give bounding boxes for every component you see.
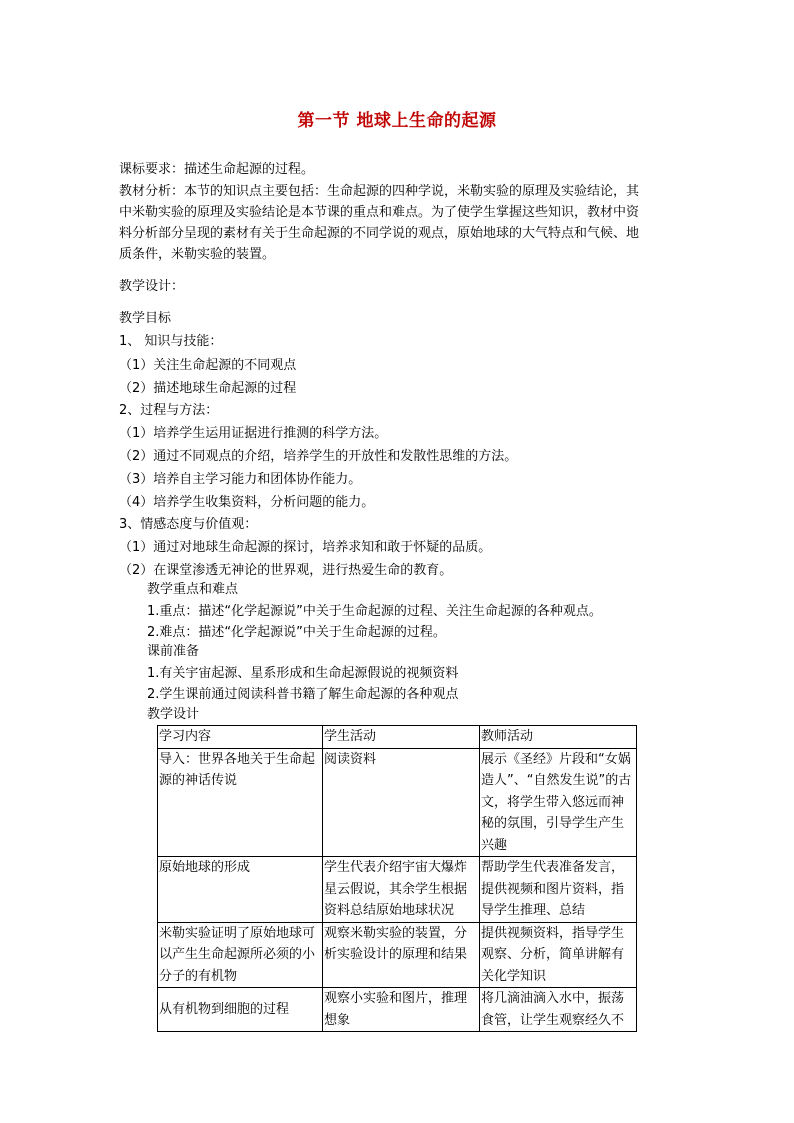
goal-item: （3）培养自主学习能力和团体协作能力。 bbox=[119, 472, 362, 487]
page-title: 第一节 地球上生命的起源 bbox=[297, 111, 497, 131]
goal-item: （1）通过对地球生命起源的探讨，培养求知和敢于怀疑的品质。 bbox=[119, 540, 492, 555]
table-cell: 从有机物到细胞的过程 bbox=[158, 988, 323, 1032]
prep-item: 2.学生课前通过阅读科普书籍了解生命起源的各种观点 bbox=[147, 687, 459, 702]
goal-item: （1）关注生命起源的不同观点 bbox=[119, 358, 297, 373]
table-row bbox=[158, 748, 637, 857]
material-analysis-line: 质条件，米勒实验的装置。 bbox=[119, 247, 276, 262]
table-caption: 教学设计 bbox=[147, 707, 200, 722]
table-header-row bbox=[158, 726, 637, 749]
goal-section-title: 3、情感态度与价值观： bbox=[119, 517, 258, 532]
table-cell: 米勒实验证明了原始地球可以产生生命起源所必须的小分子的有机物 bbox=[158, 922, 323, 988]
lesson-design-table bbox=[157, 725, 637, 1032]
goal-section-title: 1、 知识与技能： bbox=[119, 334, 223, 349]
focus-heading: 教学重点和难点 bbox=[147, 582, 239, 597]
table-cell: 观察米勒实验的装置，分析实验设计的原理和结果 bbox=[323, 922, 480, 988]
standard-requirement: 课标要求：描述生命起源的过程。 bbox=[119, 162, 315, 177]
goal-item: （1）培养学生运用证据进行推测的科学方法。 bbox=[119, 426, 388, 441]
prep-heading: 课前准备 bbox=[147, 644, 200, 659]
goal-item: （4）培养学生收集资料，分析问题的能力。 bbox=[119, 495, 375, 510]
goal-section-title: 2、过程与方法： bbox=[119, 403, 219, 418]
goal-item: （2）通过不同观点的介绍，培养学生的开放性和发散性思维的方法。 bbox=[119, 449, 518, 464]
table-cell: 观察小实验和图片，推理想象 bbox=[323, 988, 480, 1032]
goal-item: （2）描述地球生命起源的过程 bbox=[119, 381, 297, 396]
table-cell: 将几滴油滴入水中，振荡食管，让学生观察经久不 bbox=[480, 988, 637, 1032]
table-cell: 原始地球的形成 bbox=[158, 857, 323, 923]
focus-difficult-point: 2.难点：描述“化学起源说”中关于生命起源的过程。 bbox=[147, 625, 446, 640]
material-analysis-line: 教材分析：本节的知识点主要包括：生命起源的四种学说，米勒实验的原理及实验结论，其 bbox=[119, 184, 640, 199]
goal-item: （2）在课堂渗透无神论的世界观，进行热爱生命的教育。 bbox=[119, 563, 453, 578]
design-label: 教学设计： bbox=[119, 279, 185, 294]
focus-key-point: 1.重点：描述“化学起源说”中关于生命起源的过程、关注生命起源的各种观点。 bbox=[147, 604, 602, 619]
prep-item: 1.有关宇宙起源、星系形成和生命起源假说的视频资料 bbox=[147, 666, 459, 681]
header-cell: 学习内容 bbox=[158, 726, 323, 749]
goals-heading: 教学目标 bbox=[119, 311, 172, 326]
material-analysis-line: 中米勒实验的原理及实验结论是本节课的重点和难点。为了使学生掌握这些知识，教材中资 bbox=[119, 205, 640, 220]
table-row bbox=[158, 922, 637, 988]
material-analysis-line: 料分析部分呈现的素材有关于生命起源的不同学说的观点，原始地球的大气特点和气候、地 bbox=[119, 226, 640, 241]
table-cell: 导入：世界各地关于生命起源的神话传说 bbox=[158, 748, 323, 857]
table-cell: 展示《圣经》片段和“女娲造人”、“自然发生说”的古文，将学生带入悠远而神秘的氛围，引导学生产生兴趣 bbox=[480, 748, 637, 857]
header-cell: 教师活动 bbox=[480, 726, 637, 749]
header-cell: 学生活动 bbox=[323, 726, 480, 749]
table-row bbox=[158, 857, 637, 923]
table-row bbox=[158, 988, 637, 1032]
table-cell: 帮助学生代表准备发言，提供视频和图片资料，指导学生推理、总结 bbox=[480, 857, 637, 923]
table-cell: 学生代表介绍宇宙大爆炸星云假说，其余学生根据资料总结原始地球状况 bbox=[323, 857, 480, 923]
table-cell: 提供视频资料，指导学生观察、分析，简单讲解有关化学知识 bbox=[480, 922, 637, 988]
table-cell: 阅读资料 bbox=[323, 748, 480, 857]
